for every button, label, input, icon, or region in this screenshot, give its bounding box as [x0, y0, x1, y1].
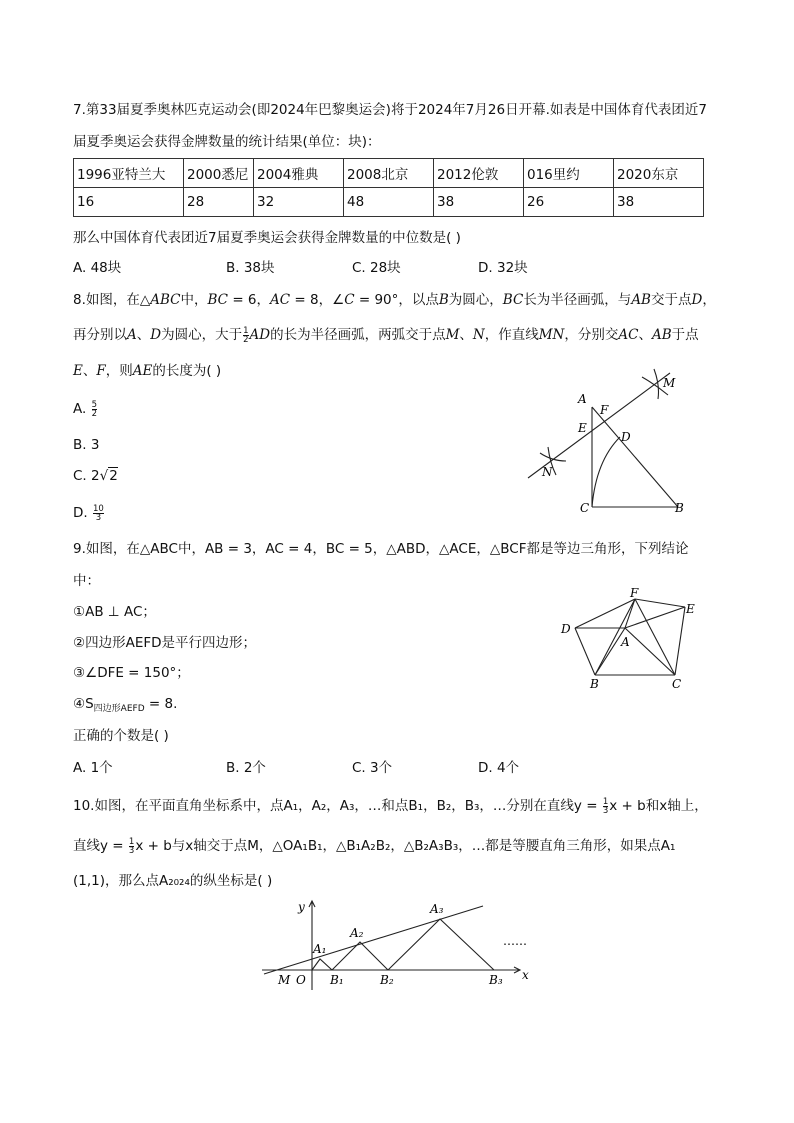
- q7-option-a[interactable]: A. 48块: [73, 260, 122, 276]
- label-a: A: [578, 392, 587, 406]
- q7-question: 那么中国体育代表团近7届夏季奥运会获得金牌数量的中位数是( ): [73, 230, 461, 246]
- table-cell: 016里约: [524, 159, 614, 188]
- q9-option-c[interactable]: C. 3个: [352, 760, 393, 776]
- q9-stem-line1: 9.如图，在△ABC中，AB = 3，AC = 4，BC = 5，△ABD，△ACE，△BCF都是等边三角形，下列结论: [73, 541, 689, 557]
- q10-stem-line2: 直线y = $\frac{1}{3}$ x + b与x轴交于点M，△OA₁B₁，△B₁A₂B₂，△B₂A₃B₃，…都是等腰直角三角形，如果点A₁: [73, 836, 676, 856]
- arc-cd: [592, 437, 620, 507]
- label-d: D: [621, 430, 631, 444]
- label-f: F: [600, 403, 609, 417]
- table-cell: 2020东京: [614, 159, 704, 188]
- q7-stem-line1: 7.第33届夏季奥林匹克运动会(即2024年巴黎奥运会)将于2024年7月26日开幕.如表是中国体育代表团近7: [73, 102, 707, 118]
- q7-option-d[interactable]: D. 32块: [478, 260, 528, 276]
- label-o: O: [296, 973, 306, 987]
- q8-stem-line2: 再分别以A、D为圆心，大于 $\frac{1}{2}$ AD的长为半径画弧，两弧交于点M、N，作直线MN，分别交AC、AB于点: [73, 325, 699, 345]
- label-c: C: [672, 677, 682, 690]
- q9-option-b[interactable]: B. 2个: [226, 760, 266, 776]
- fraction: $\frac{1}{2}$: [243, 325, 249, 345]
- q8-option-a[interactable]: A. $\frac{5}{2}$: [73, 399, 98, 419]
- table-cell: 2008北京: [344, 159, 434, 188]
- label-a2: A₂: [350, 926, 364, 940]
- label-x: x: [522, 968, 529, 982]
- edge-fc: [635, 599, 675, 675]
- q7-stem-line2: 届夏季奥运会获得金牌数量的统计结果(单位：块)：: [73, 134, 381, 150]
- table-cell: 32: [254, 188, 344, 217]
- q9-option-a[interactable]: A. 1个: [73, 760, 113, 776]
- q9-statement-3: ③∠DFE = 150°；: [73, 665, 190, 681]
- q9-stem-line2: 中：: [73, 573, 100, 589]
- edge-fe: [635, 599, 685, 607]
- table-cell: 26: [524, 188, 614, 217]
- line-mn: [528, 373, 670, 478]
- label-d: D: [561, 622, 571, 636]
- label-b2: B₂: [380, 973, 394, 987]
- q9-figure: [555, 585, 705, 690]
- label-c: C: [580, 501, 590, 515]
- triangle-b1a2b2: [332, 942, 388, 970]
- q10-stem-line3: (1,1)，那么点A₂₀₂₄的纵坐标是( ): [73, 873, 273, 889]
- label-b: B: [590, 677, 599, 690]
- label-b1: B₁: [330, 973, 344, 987]
- label-a: A: [621, 635, 630, 649]
- q7-option-c[interactable]: C. 28块: [352, 260, 401, 276]
- table-header-row: [74, 159, 704, 188]
- q10-figure: [258, 895, 538, 995]
- label-a1: A₁: [313, 942, 327, 956]
- edge-ac: [625, 628, 675, 675]
- triangle-oa1b1: [312, 959, 332, 970]
- q9-option-d[interactable]: D. 4个: [478, 760, 520, 776]
- q8-stem-line1: 8.如图，在△ABC中，BC = 6，AC = 8，∠C = 90°，以点B为圆心，BC长为半径画弧，与AB交于点D，: [73, 292, 716, 308]
- continuation-dots: ……: [503, 934, 527, 948]
- medal-table: [73, 158, 704, 217]
- edge-bd: [575, 628, 595, 675]
- q8-option-b[interactable]: B. 3: [73, 437, 100, 453]
- label-n: N: [542, 465, 553, 479]
- table-cell: 1996亚特兰大: [74, 159, 184, 188]
- q8-option-c[interactable]: C. 2√2: [73, 468, 118, 484]
- label-f: F: [630, 586, 639, 600]
- line-y-kx-b: [264, 906, 483, 974]
- label-b3: B₃: [489, 973, 503, 987]
- label-y: y: [298, 900, 305, 914]
- q8-stem-line3: E、F，则AE的长度为( ): [73, 363, 222, 379]
- label-b: B: [675, 501, 684, 515]
- table-cell: 16: [74, 188, 184, 217]
- triangle-b2a3b3: [388, 919, 494, 970]
- q10-stem-line1: 10.如图，在平面直角坐标系中，点A₁，A₂，A₃，…和点B₁，B₂，B₃，…分别在直线y = $\frac{1}{3}$ x + b和x轴上，: [73, 796, 708, 816]
- label-e: E: [686, 602, 695, 616]
- table-cell: 28: [184, 188, 254, 217]
- label-m: M: [278, 973, 291, 987]
- edge-ae: [625, 607, 685, 628]
- q9-statement-2: ②四边形AEFD是平行四边形；: [73, 635, 257, 651]
- table-cell: 38: [434, 188, 524, 217]
- table-cell: 2004雅典: [254, 159, 344, 188]
- table-row: [74, 188, 704, 217]
- q9-statement-4: $④S_{四边形AEFD} = 8$.: [73, 696, 178, 714]
- table-cell: 2012伦敦: [434, 159, 524, 188]
- q9-question: 正确的个数是( ): [73, 728, 169, 744]
- label-e: E: [578, 421, 587, 435]
- q8-option-d[interactable]: D. $\frac{10}{3}$: [73, 503, 104, 523]
- edge-ec: [675, 607, 685, 675]
- table-cell: 2000悉尼: [184, 159, 254, 188]
- label-m: M: [663, 376, 676, 390]
- label-a3: A₃: [430, 902, 444, 916]
- q7-option-b[interactable]: B. 38块: [226, 260, 275, 276]
- table-cell: 38: [614, 188, 704, 217]
- table-cell: 48: [344, 188, 434, 217]
- q9-statement-1: ①AB ⊥ AC；: [73, 604, 156, 620]
- q8-figure: [520, 365, 695, 520]
